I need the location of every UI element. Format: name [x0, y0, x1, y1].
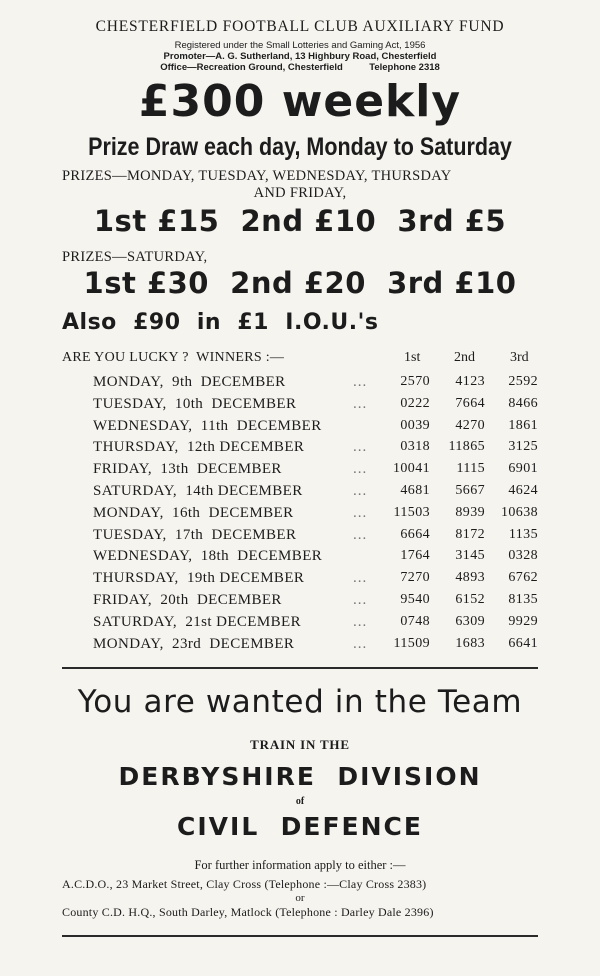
- headline: £300 weekly: [138, 76, 462, 127]
- row-leader-dots: ...: [353, 395, 368, 412]
- row-2nd-number: 4123: [455, 374, 485, 389]
- table-row: [0, 396, 600, 418]
- row-day: SATURDAY, 14th DECEMBER: [93, 483, 303, 499]
- subheadline: Prize Draw each day, Monday to Saturday: [88, 133, 512, 161]
- row-1st-number: 11503: [393, 504, 430, 520]
- division-title: DERBYSHIRE DIVISION: [118, 762, 482, 791]
- row-leader-dots: ...: [353, 613, 368, 630]
- row-day: MONDAY, 9th DECEMBER: [93, 374, 286, 390]
- table-row: [0, 483, 600, 505]
- col-1st: 1st: [404, 350, 421, 365]
- divider-top: [62, 667, 538, 669]
- row-3rd-number: 6641: [508, 635, 538, 651]
- row-3rd-number: 2592: [508, 374, 538, 389]
- row-day: TUESDAY, 10th DECEMBER: [93, 395, 297, 412]
- civil-defence-title: CIVIL DEFENCE: [177, 812, 423, 841]
- address-clay-cross: A.C.D.O., 23 Market Street, Clay Cross (Telephone :—Clay Cross 2383): [62, 877, 427, 891]
- row-2nd-number: 8172: [455, 526, 485, 542]
- row-3rd-number: 6762: [508, 570, 538, 586]
- weekday-prize-amounts: 1st £15 2nd £10 3rd £5: [93, 204, 507, 238]
- promoter-line: Promoter—A. G. Sutherland, 13 Highbury Road, Chesterfield: [163, 51, 437, 62]
- row-1st-number: 2570: [400, 374, 430, 389]
- row-3rd-number: 1135: [508, 526, 538, 542]
- table-row: [0, 614, 600, 636]
- row-day: WEDNESDAY, 11th DECEMBER: [93, 417, 322, 434]
- row-day: FRIDAY, 20th DECEMBER: [93, 592, 282, 608]
- row-2nd-number: 5667: [455, 483, 485, 498]
- row-2nd-number: 1683: [455, 635, 485, 651]
- row-2nd-number: 7664: [455, 395, 485, 411]
- office-line: Office—Recreation Ground, Chesterfield Telephone 2318: [160, 62, 440, 73]
- row-leader-dots: ...: [353, 483, 368, 499]
- row-2nd-number: 8939: [455, 504, 485, 520]
- row-3rd-number: 3125: [508, 439, 538, 455]
- saturday-prize-amounts: 1st £30 2nd £20 3rd £10: [83, 266, 517, 300]
- row-leader-dots: ...: [353, 461, 368, 478]
- table-row: [0, 548, 600, 570]
- table-row: [0, 418, 600, 440]
- row-day: THURSDAY, 19th DECEMBER: [93, 570, 305, 587]
- fund-title: CHESTERFIELD FOOTBALL CLUB AUXILIARY FUND: [95, 18, 505, 35]
- row-3rd-number: 9929: [508, 613, 538, 629]
- row-2nd-number: 4270: [455, 417, 485, 433]
- col-3rd: 3rd: [510, 350, 529, 365]
- info-line: For further information apply to either :—: [194, 858, 406, 872]
- table-row: [0, 374, 600, 396]
- row-2nd-number: 4893: [455, 570, 485, 586]
- registration-line: Registered under the Small Lotteries and Gaming Act, 1956: [174, 40, 426, 51]
- row-day: MONDAY, 23rd DECEMBER: [93, 635, 295, 652]
- row-1st-number: 11509: [393, 635, 430, 651]
- table-row: [0, 505, 600, 527]
- row-2nd-number: 6152: [455, 592, 485, 607]
- row-day: THURSDAY, 12th DECEMBER: [93, 439, 305, 456]
- row-day: WEDNESDAY, 18th DECEMBER: [93, 548, 323, 565]
- row-1st-number: 0318: [400, 439, 430, 455]
- table-row: [0, 461, 600, 483]
- row-3rd-number: 8466: [508, 395, 538, 411]
- table-row: [0, 439, 600, 461]
- table-row: [0, 527, 600, 549]
- row-leader-dots: ...: [353, 635, 368, 652]
- row-1st-number: 4681: [400, 483, 430, 498]
- row-day: MONDAY, 16th DECEMBER: [93, 504, 294, 521]
- row-2nd-number: 6309: [455, 613, 485, 629]
- row-leader-dots: ...: [353, 570, 368, 587]
- row-1st-number: 7270: [400, 570, 430, 586]
- row-2nd-number: 3145: [455, 548, 485, 564]
- divider-bottom: [62, 935, 538, 937]
- row-day: TUESDAY, 17th DECEMBER: [93, 526, 297, 543]
- row-2nd-number: 1115: [456, 461, 485, 477]
- table-row: [0, 636, 600, 658]
- train-line: TRAIN IN THE: [250, 737, 350, 752]
- of-word: of: [295, 796, 305, 807]
- table-row: [0, 570, 600, 592]
- row-3rd-number: 10638: [501, 504, 538, 520]
- row-leader-dots: ...: [353, 592, 368, 608]
- row-3rd-number: 4624: [508, 483, 538, 498]
- row-leader-dots: ...: [353, 439, 368, 456]
- table-row: [0, 592, 600, 614]
- saturday-prizes-label: PRIZES—SATURDAY,: [62, 249, 208, 265]
- row-1st-number: 9540: [400, 592, 430, 607]
- row-3rd-number: 8135: [508, 592, 538, 607]
- row-1st-number: 6664: [400, 526, 430, 542]
- row-1st-number: 0039: [400, 417, 430, 433]
- weekday-prizes-label: PRIZES—MONDAY, TUESDAY, WEDNESDAY, THURSDAY: [62, 168, 452, 184]
- team-headline: You are wanted in the Team: [77, 684, 523, 720]
- row-3rd-number: 1861: [508, 417, 538, 433]
- row-leader-dots: ...: [353, 374, 368, 390]
- row-1st-number: 10041: [393, 461, 430, 477]
- row-1st-number: 1764: [400, 548, 430, 564]
- row-day: FRIDAY, 13th DECEMBER: [93, 461, 282, 478]
- row-2nd-number: 11865: [448, 439, 485, 455]
- row-1st-number: 0748: [400, 613, 430, 629]
- row-day: SATURDAY, 21st DECEMBER: [93, 613, 301, 630]
- row-3rd-number: 6901: [508, 461, 538, 477]
- or-word: or: [295, 892, 305, 904]
- address-matlock: County C.D. H.Q., South Darley, Matlock (Telephone : Darley Dale 2396): [62, 905, 434, 919]
- row-leader-dots: ...: [353, 504, 368, 521]
- row-3rd-number: 0328: [508, 548, 538, 564]
- iou-line: Also £90 in £1 I.O.U.'s: [62, 310, 379, 335]
- col-2nd: 2nd: [454, 350, 475, 365]
- winners-heading: ARE YOU LUCKY ? WINNERS :—: [62, 350, 285, 365]
- row-1st-number: 0222: [400, 395, 430, 411]
- row-leader-dots: ...: [353, 526, 368, 543]
- weekday-prizes-label-cont: AND FRIDAY,: [253, 185, 347, 201]
